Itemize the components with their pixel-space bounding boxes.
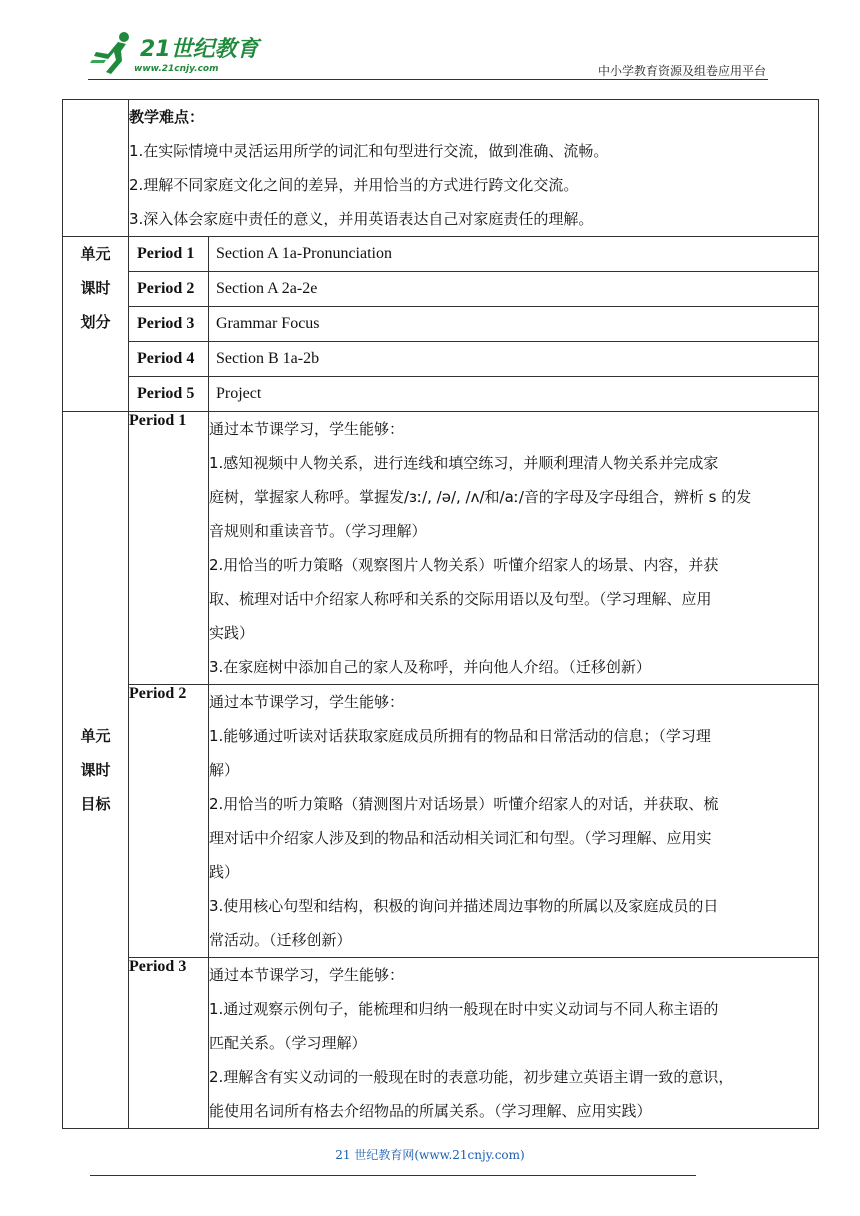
period-name: Period 1 xyxy=(129,237,209,272)
period-content: Grammar Focus xyxy=(209,307,819,342)
objective-row xyxy=(63,958,819,1129)
period-name: Period 2 xyxy=(129,685,209,958)
site-logo[interactable] xyxy=(88,30,258,80)
lesson-plan-table xyxy=(62,99,819,1129)
header-divider xyxy=(88,79,768,80)
objective-line: 1.通过观察示例句子，能梳理和归纳一般现在时中实义动词与不同人称主语的 xyxy=(209,1000,719,1018)
objective-row xyxy=(63,685,819,958)
period-name: Period 5 xyxy=(129,377,209,412)
label-line: 目标 xyxy=(80,795,111,813)
objective-line: 解） xyxy=(209,761,240,779)
objective-line: 庭树，掌握家人称呼。掌握发/ɜː/, /ə/, /ʌ/和/aː/音的字母及字母组合，辨析 s 的发 xyxy=(209,488,752,506)
objective-line: 常活动。（迁移创新） xyxy=(209,931,352,949)
period-content: Section A 1a-Pronunciation xyxy=(209,237,819,272)
period-name: Period 2 xyxy=(129,272,209,307)
objective-text xyxy=(209,958,819,1129)
difficulty-row xyxy=(63,100,819,237)
label-line: 课时 xyxy=(80,279,111,297)
objective-line: 能使用名词所有格去介绍物品的所属关系。（学习理解、应用实践） xyxy=(209,1102,652,1120)
division-label xyxy=(63,237,129,412)
period-name: Period 3 xyxy=(129,307,209,342)
period-name: Period 3 xyxy=(129,958,209,1129)
objective-line: 通过本节课学习，学生能够： xyxy=(209,693,405,711)
objective-row xyxy=(63,412,819,685)
division-row xyxy=(63,377,819,412)
objective-line: 通过本节课学习，学生能够： xyxy=(209,966,405,984)
difficulty-line: 3.深入体会家庭中责任的意义，并用英语表达自己对家庭责任的理解。 xyxy=(129,210,594,228)
footer-link[interactable]: 21 世纪教育网(www.21cnjy.com) xyxy=(335,1148,525,1162)
division-row xyxy=(63,342,819,377)
label-line: 单元 xyxy=(80,245,111,263)
objective-line: 3.在家庭树中添加自己的家人及称呼，并向他人介绍。（迁移创新） xyxy=(209,658,651,676)
objective-line: 1.感知视频中人物关系，进行连线和填空练习，并顺利理清人物关系并完成家 xyxy=(209,454,719,472)
objective-line: 1.能够通过听读对话获取家庭成员所拥有的物品和日常活动的信息；（学习理 xyxy=(209,727,711,745)
platform-name: 中小学教育资源及组卷应用平台 xyxy=(597,64,766,78)
difficulty-heading: 教学难点： xyxy=(129,108,205,126)
label-line: 单元 xyxy=(80,727,111,745)
runner-logo-icon xyxy=(88,30,136,76)
page-header xyxy=(0,0,860,90)
period-content: Section A 2a-2e xyxy=(209,272,819,307)
objective-line: 理对话中介绍家人涉及到的物品和活动相关词汇和句型。（学习理解、应用实 xyxy=(209,829,712,847)
logo-title: 21世纪教育 xyxy=(140,37,259,62)
label-line: 课时 xyxy=(80,761,111,779)
objective-line: 实践） xyxy=(209,624,255,642)
division-row xyxy=(63,237,819,272)
logo-url: www.21cnjy.com xyxy=(134,64,219,74)
objective-text xyxy=(209,685,819,958)
division-row xyxy=(63,307,819,342)
objective-line: 3.使用核心句型和结构，积极的询问并描述周边事物的所属以及家庭成员的日 xyxy=(209,897,719,915)
objectives-label xyxy=(63,412,129,1129)
footer-divider xyxy=(90,1175,696,1176)
objective-line: 匹配关系。（学习理解） xyxy=(209,1034,367,1052)
objective-line: 通过本节课学习，学生能够： xyxy=(209,420,405,438)
difficulty-cell xyxy=(129,100,819,237)
period-name: Period 1 xyxy=(129,412,209,685)
objective-line: 践） xyxy=(209,863,240,881)
empty-label-cell xyxy=(63,100,129,237)
objective-line: 音规则和重读音节。（学习理解） xyxy=(209,522,427,540)
objective-line: 2.用恰当的听力策略（猜测图片对话场景）听懂介绍家人的对话，并获取、梳 xyxy=(209,795,719,813)
objective-text xyxy=(209,412,819,685)
period-content: Section B 1a-2b xyxy=(209,342,819,377)
difficulty-line: 2.理解不同家庭文化之间的差异，并用恰当的方式进行跨文化交流。 xyxy=(129,176,579,194)
division-row xyxy=(63,272,819,307)
period-content: Project xyxy=(209,377,819,412)
period-name: Period 4 xyxy=(129,342,209,377)
label-line: 划分 xyxy=(80,313,111,331)
objective-line: 2.理解含有实义动词的一般现在时的表意功能，初步建立英语主谓一致的意识， xyxy=(209,1068,734,1086)
objective-line: 2.用恰当的听力策略（观察图片人物关系）听懂介绍家人的场景、内容，并获 xyxy=(209,556,719,574)
objective-line: 取、梳理对话中介绍家人称呼和关系的交际用语以及句型。（学习理解、应用 xyxy=(209,590,712,608)
difficulty-line: 1.在实际情境中灵活运用所学的词汇和句型进行交流，做到准确、流畅。 xyxy=(129,142,609,160)
